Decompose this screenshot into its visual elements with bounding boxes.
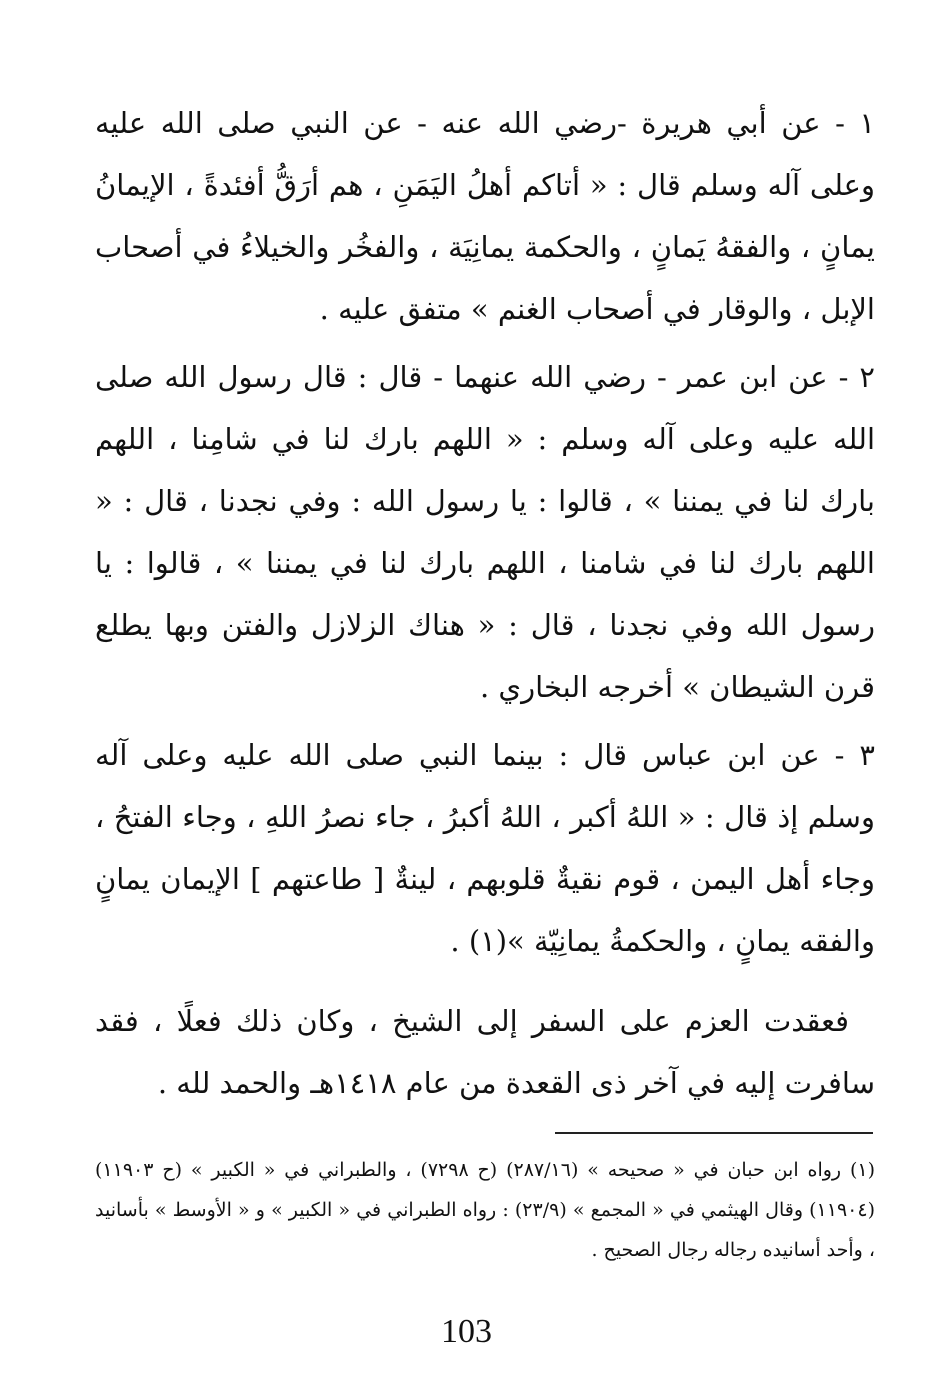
hadith-paragraph-2: ٢ - عن ابن عمر - رضي الله عنهما - قال : قال رسول الله صلى الله عليه وعلى آله وسلم : « اللهم بارك لنا في شامِنا ، اللهم بارك لنا في يمننا » ، قالوا : يا رسول الله : وفي نجدنا ، قال : « اللهم بارك لنا في شامنا ، اللهم بارك لنا في يمننا » ، قالوا : يا رسول الله وفي نجدنا ، قال : « هناك الزلازل والفتن وبها يطلع قرن الشيطان » أخرجه البخاري . (95, 360, 875, 704)
main-text (95, 92, 875, 1114)
hadith-paragraph-3: ٣ - عن ابن عباس قال : بينما النبي صلى الله عليه وعلى آله وسلم إذ قال : « اللهُ أكبر ، اللهُ أكبرُ ، جاء نصرُ اللهِ ، وجاء الفتحُ ، وجاء أهل اليمن ، قوم نقيةٌ قلوبهم ، لينةٌ [ طاعتهم ] الإيمان يمانٍ والفقه يمانٍ ، والحكمةُ يمانِيّة »(١) . (95, 738, 875, 958)
closing-paragraph: فعقدت العزم على السفر إلى الشيخ ، وكان ذلك فعلًا ، فقد سافرت إليه في آخر ذى القعدة من عام ١٤١٨هـ والحمد لله . (95, 1004, 875, 1100)
footnote-divider (555, 1132, 873, 1134)
hadith-paragraph-1: ١ - عن أبي هريرة -رضي الله عنه - عن النبي صلى الله عليه وعلى آله وسلم قال : « أتاكم أهلُ اليَمَنِ ، هم أرَقُّ أفئدةً ، الإيمانُ يمانٍ ، والفقهُ يَمانٍ ، والحكمة يمانِيَة ، والفخُر والخيلاءُ في أصحاب الإبل ، والوقار في أصحاب الغنم » متفق عليه . (95, 106, 875, 326)
page-number: 103 (441, 1313, 492, 1350)
footnote: (١) رواه ابن حبان في « صحيحه » (٢٨٧/١٦) (ح ٧٢٩٨) ، والطبراني في « الكبير » (ح ١١٩٠٣) (١١٩٠٤) وقال الهيثمي في « المجمع » (٢٣/٩) : رواه الطبراني في « الكبير » و « الأوسط » بأسانيد ، وأحد أسانيده رجاله رجال الصحيح . (95, 1159, 875, 1261)
